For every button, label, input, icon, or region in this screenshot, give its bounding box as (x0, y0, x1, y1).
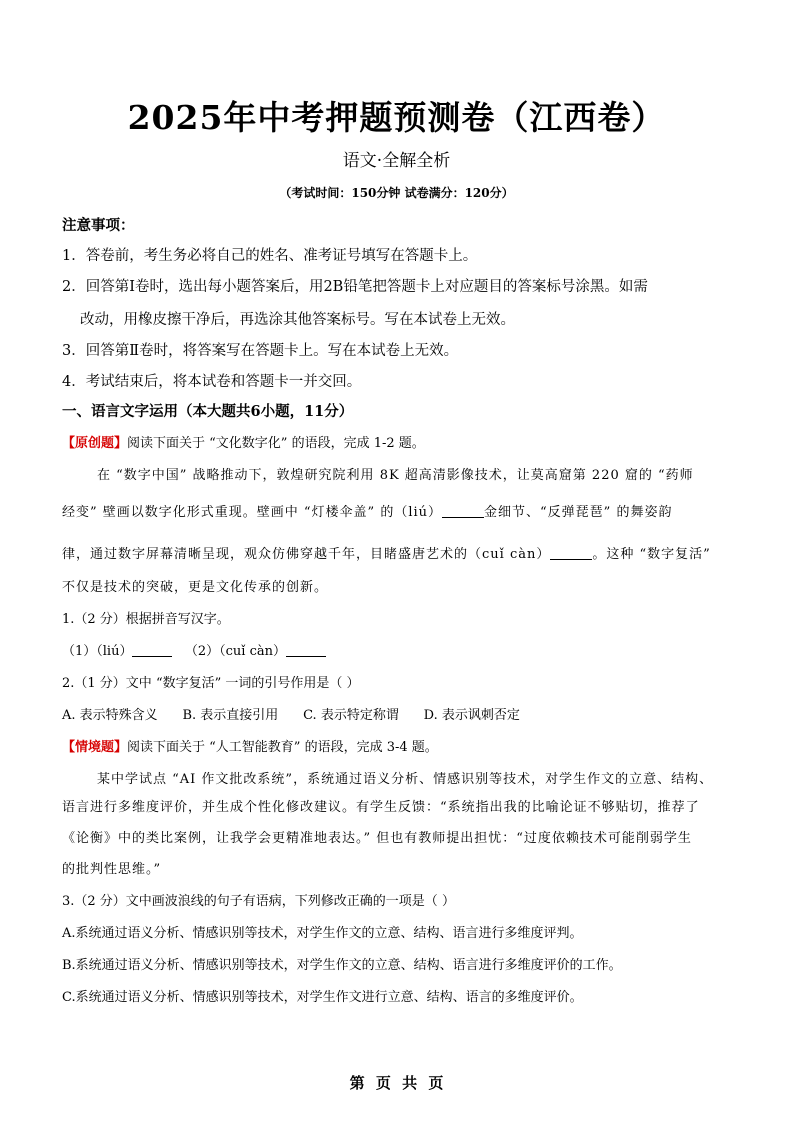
intro-text: 阅读下面关于 “人工智能教育” 的语段，完成 3-4 题。 (127, 740, 438, 755)
exam-info: （考试时间：150分钟 试卷满分：120分） (279, 186, 514, 200)
answer-blank (286, 642, 326, 657)
passage-line: 不仅是技术的突破，更是文化传承的创新。 (62, 580, 329, 595)
page-footer: 第 页 共 页 (349, 1074, 444, 1092)
passage-line (62, 503, 733, 523)
option: C. 表示特定称谓 (303, 708, 399, 723)
option: A.系统通过语义分析、情感识别等技术，对学生作文的立意、结构、语言进行多维度评判。 (62, 926, 583, 941)
group-intro (62, 738, 733, 758)
section-heading: 一、语言文字运用（本大题共6小题，11分） (62, 403, 354, 420)
question-1-parts (62, 642, 733, 662)
notice-item: 1．答卷前，考生务必将自己的姓名、准考证号填写在答题卡上。 (62, 248, 478, 264)
question-3: 3.（2 分）文中画波浪线的句子有语病，下列修改正确的一项是（ ） (62, 894, 455, 909)
question-1: 1.（2 分）根据拼音写汉字。 (62, 612, 230, 627)
passage-text: 律，通过数字屏幕清晰呈现，观众仿佛穿越千年，目睹盛唐艺术的（cuǐ càn） (62, 547, 551, 562)
notice-heading: 注意事项： (62, 217, 135, 234)
question-2: 2.（1 分）文中 “数字复活” 一词的引号作用是（ ） (62, 676, 360, 691)
notice-item: 3．回答第Ⅱ卷时，将答案写在答题卡上。写在本试卷上无效。 (62, 343, 459, 359)
option: D. 表示讽刺否定 (423, 708, 520, 723)
notice-item: 4．考试结束后，将本试卷和答题卡一并交回。 (62, 374, 362, 390)
passage-text: 金细节、“反弹琵琶” 的舞姿韵 (484, 505, 673, 520)
passage-text: 经变” 壁画以数字化形式重现。壁画中 “灯楼伞盖” 的（liú） (62, 505, 443, 520)
passage-line (62, 545, 733, 565)
part-label: （1）（liú） (62, 644, 133, 659)
question-2-options (62, 706, 733, 726)
notice-item: 改动，用橡皮擦干净后，再选涂其他答案标号。写在本试卷上无效。 (80, 312, 515, 328)
passage-line: 的批判性思维。” (62, 862, 162, 877)
option: A. 表示特殊含义 (62, 708, 158, 723)
page-subtitle: 语文·全解全析 (342, 151, 451, 171)
answer-blank (132, 642, 172, 657)
question-tag: 【情境题】 (62, 740, 128, 755)
passage-line: 在 “数字中国” 战略推动下，敦煌研究院利用 8K 超高清影像技术，让莫高窟第 220 窟的 “药师 (97, 468, 694, 483)
page-title: 2025年中考押题预测卷（江西卷） (127, 98, 666, 137)
passage-text: 。这种 “数字复活” (592, 547, 711, 562)
option: C.系统通过语义分析、情感识别等技术，对学生作文进行立意、结构、语言的多维度评价。 (62, 990, 583, 1005)
question-tag: 【原创题】 (62, 436, 128, 451)
part-label: （2）（cuǐ càn） (184, 644, 286, 659)
answer-blank (550, 545, 592, 560)
group-intro (62, 434, 733, 454)
intro-text: 阅读下面关于 “文化数字化” 的语段，完成 1-2 题。 (127, 436, 425, 451)
option: B. 表示直接引用 (182, 708, 279, 723)
passage-line: 语言进行多维度评价，并生成个性化修改建议。有学生反馈：“系统指出我的比喻论证不够贴切，推荐了 (62, 800, 700, 815)
answer-blank (442, 503, 484, 518)
passage-line: 某中学试点 “AI 作文批改系统”，系统通过语义分析、情感识别等技术，对学生作文的立意、结构、 (97, 772, 714, 787)
option: B.系统通过语义分析、情感识别等技术，对学生作文的立意、结构、语言进行多维度评价的工作。 (62, 958, 622, 973)
notice-item: 2．回答第Ⅰ卷时，选出每小题答案后，用2B铅笔把答题卡上对应题目的答案标号涂黑。如需 (62, 279, 648, 295)
passage-line: 《论衡》中的类比案例，让我学会更精准地表达。” 但也有教师提出担忧：“过度依赖技术可能削弱学生 (62, 831, 692, 846)
